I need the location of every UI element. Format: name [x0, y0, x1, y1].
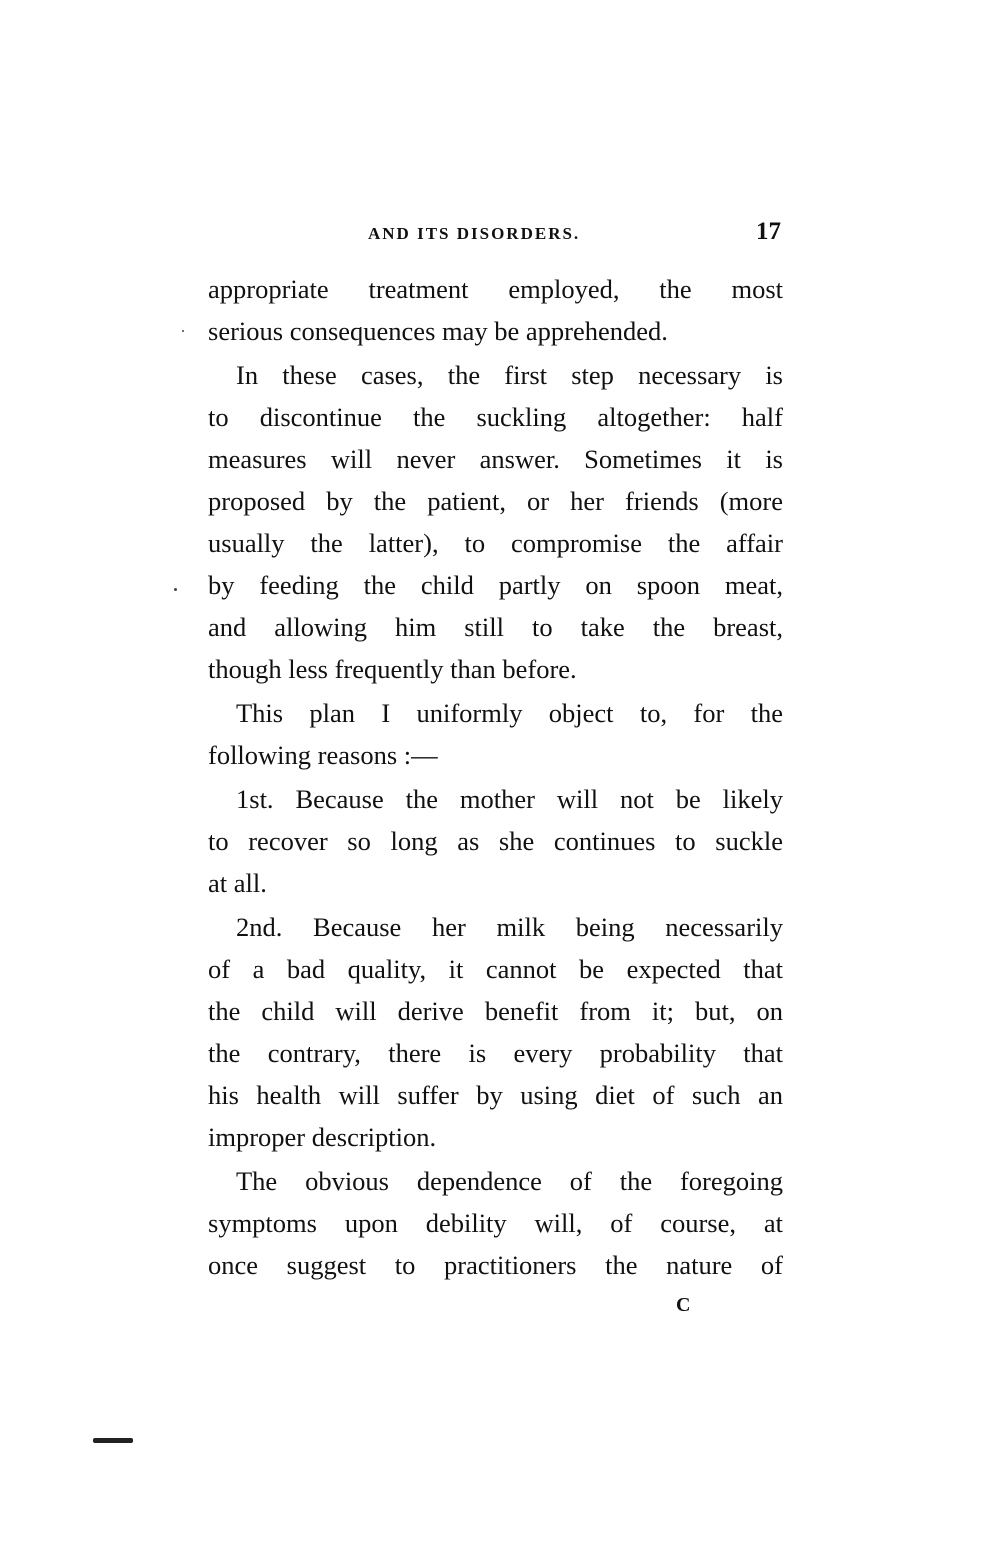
text-line: proposed by the patient, or her friends (more — [208, 486, 783, 516]
text-line: by feeding the child partly on spoon meat, — [208, 570, 783, 600]
text-line: improper description. — [208, 1122, 437, 1152]
body-text — [208, 268, 783, 1286]
text-line: to discontinue the suckling altogether: half — [208, 402, 783, 432]
text-line: In these cases, the first step necessary is — [236, 360, 783, 390]
text-line: serious consequences may be apprehended. — [208, 316, 668, 346]
text-line: though less frequently than before. — [208, 654, 577, 684]
signature-mark: C — [676, 1294, 691, 1316]
text-line: appropriate treatment employed, the most — [208, 274, 783, 304]
text-line: and allowing him still to take the breast, — [208, 612, 783, 642]
text-line: 2nd. Because her milk being necessarily — [236, 912, 783, 942]
running-head — [0, 218, 1005, 252]
text-line: The obvious dependence of the foregoing — [236, 1166, 783, 1196]
text-line: the contrary, there is every probability that — [208, 1038, 783, 1068]
text-line: symptoms upon debility will, of course, at — [208, 1208, 783, 1238]
text-line: the child will derive benefit from it; but, on — [208, 996, 783, 1026]
text-line: to recover so long as she continues to suckle — [208, 826, 783, 856]
text-line: usually the latter), to compromise the affair — [208, 528, 783, 558]
text-line: his health will suffer by using diet of such an — [208, 1080, 783, 1110]
ink-speck — [174, 588, 177, 591]
text-line: of a bad quality, it cannot be expected that — [208, 954, 783, 984]
text-line: measures will never answer. Sometimes it is — [208, 444, 783, 474]
text-line: This plan I uniformly object to, for the — [236, 698, 783, 728]
text-line: 1st. Because the mother will not be likely — [236, 784, 783, 814]
text-line: once suggest to practitioners the nature of — [208, 1250, 783, 1280]
ink-speck — [182, 330, 184, 332]
running-title: AND ITS DISORDERS. — [368, 224, 581, 243]
text-line: following reasons :— — [208, 740, 438, 770]
ink-smudge — [93, 1438, 133, 1443]
text-line: at all. — [208, 868, 267, 898]
page-number: 17 — [756, 218, 781, 245]
